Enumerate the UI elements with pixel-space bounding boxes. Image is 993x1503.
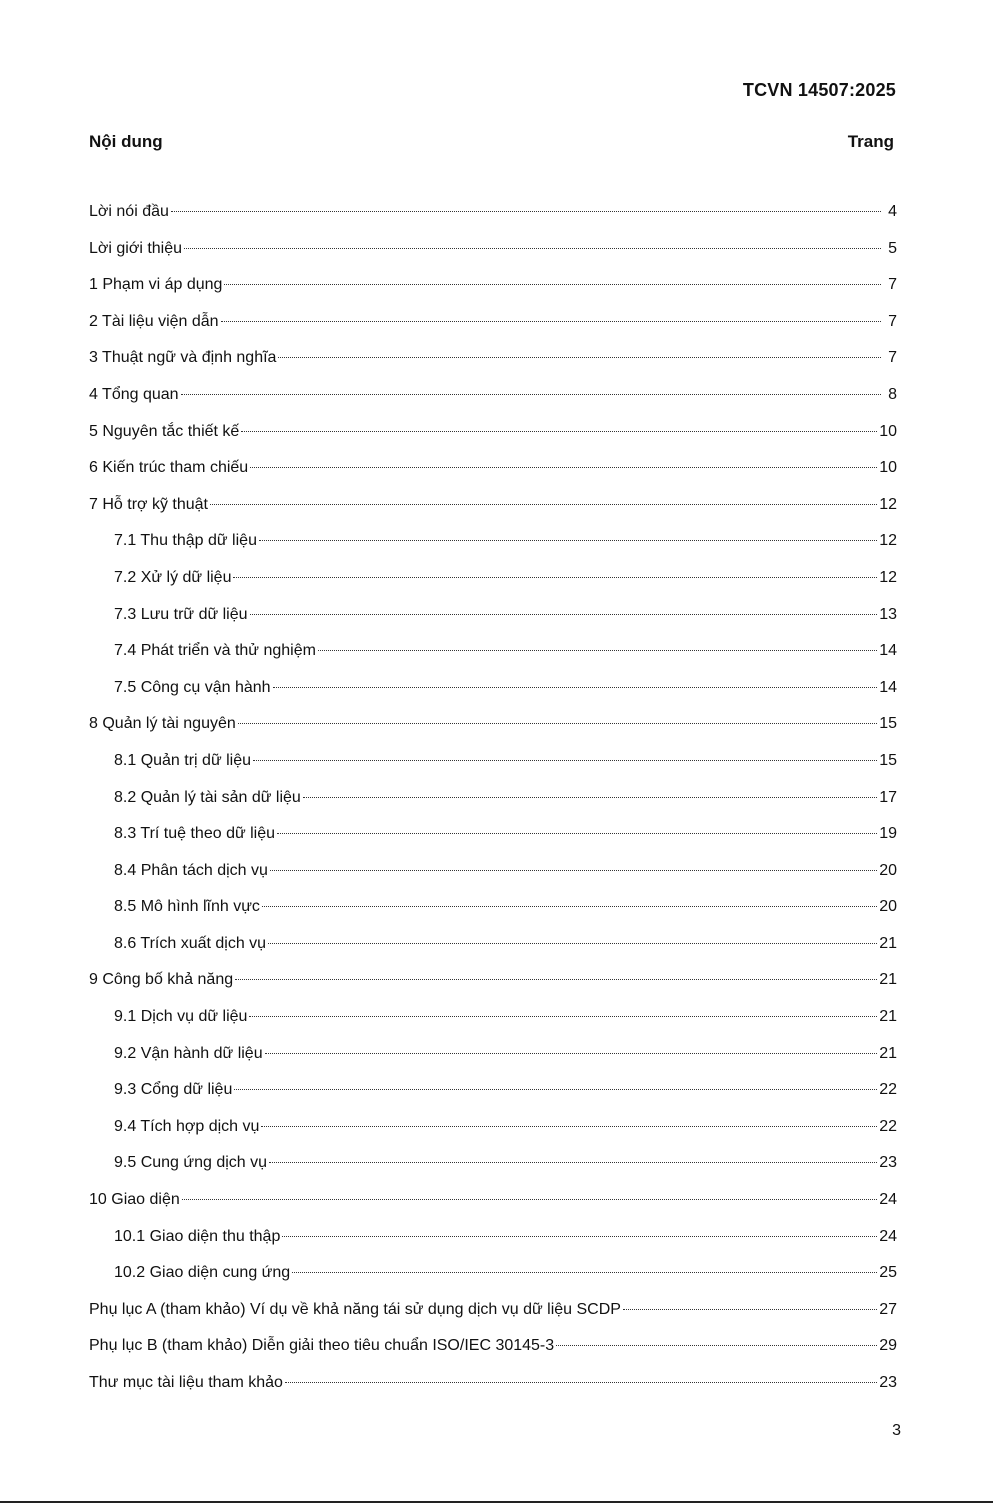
toc-entry-page: 10 (879, 422, 897, 440)
toc-entry (89, 565, 897, 602)
toc-entry-page: 22 (879, 1117, 897, 1135)
dot-leader (268, 943, 877, 944)
toc-entry (89, 711, 897, 748)
toc-entry (89, 1004, 897, 1041)
toc-entry-page: 21 (879, 971, 897, 989)
dot-leader (262, 906, 877, 907)
toc-entry (89, 492, 897, 529)
toc-entry-page: 5 (888, 239, 897, 257)
dot-leader (318, 650, 877, 651)
toc-entry-title: Phụ lục A (tham khảo) Ví dụ về khả năng tái sử dụng dịch vụ dữ liệu SCDP (89, 1300, 621, 1318)
page-column-heading: Trang (847, 132, 894, 151)
toc-entry-page: 19 (879, 825, 897, 843)
toc-entry-title: Phụ lục B (tham khảo) Diễn giải theo tiêu chuẩn ISO/IEC 30145-3 (89, 1337, 555, 1355)
toc-entry-title: 8.1 Quản trị dữ liệu (114, 751, 252, 769)
dot-leader (233, 577, 877, 578)
toc-entry-page: 20 (879, 898, 897, 916)
toc-entry-title: 9 Công bố khả năng (89, 971, 234, 989)
toc-entry-title: 9.4 Tích hợp dịch vụ (114, 1117, 260, 1135)
toc-entry-page: 23 (879, 1374, 897, 1391)
toc-entry-title: 1 Phạm vi áp dụng (89, 276, 223, 294)
toc-entry-page: 14 (879, 642, 897, 660)
toc-entry (89, 1150, 897, 1187)
toc-entry (89, 199, 897, 236)
toc-entry-title: 9.5 Cung ứng dịch vụ (114, 1154, 268, 1172)
dot-leader (556, 1345, 877, 1346)
toc-entry-title: 7.4 Phát triển và thử nghiệm (114, 642, 316, 660)
standard-code: TCVN 14507:2025 (742, 80, 896, 100)
toc-entry-title: 7.5 Công cụ vận hành (114, 678, 271, 696)
toc-entry-page: 12 (879, 532, 897, 550)
dot-leader (285, 1382, 877, 1383)
toc-entry (89, 345, 897, 382)
toc-entry (89, 748, 897, 785)
dot-leader (210, 504, 877, 505)
toc-entry-page: 24 (879, 1191, 897, 1209)
dot-leader (253, 760, 877, 761)
toc-entry-page: 17 (879, 788, 897, 806)
dot-leader (181, 394, 881, 395)
toc-entry-page: 7 (888, 312, 897, 330)
toc-entry-title: 9.1 Dịch vụ dữ liệu (114, 1008, 248, 1026)
toc-entry-title: 8.4 Phân tách dịch vụ (114, 861, 268, 879)
dot-leader (250, 467, 877, 468)
toc-entry (89, 1333, 897, 1370)
toc-entry-page: 27 (879, 1300, 897, 1318)
toc-entry-title: 10.2 Giao diện cung ứng (114, 1264, 291, 1282)
dot-leader (273, 687, 878, 688)
toc-entry (89, 455, 897, 492)
toc-entry-title: 8 Quản lý tài nguyên (89, 715, 236, 733)
toc-entry-title: Thư mục tài liệu tham khảo (89, 1374, 283, 1391)
toc-entry-page: 13 (879, 605, 897, 623)
dot-leader (265, 1053, 878, 1054)
dot-leader (292, 1272, 877, 1273)
dot-leader (282, 1236, 877, 1237)
toc-entry-title: 8.5 Mô hình lĩnh vực (114, 898, 260, 916)
toc-entry-title: Lời nói đầu (89, 203, 169, 220)
toc-entry-page: 22 (879, 1081, 897, 1099)
toc-entry-title: 7.1 Thu thập dữ liệu (114, 532, 257, 550)
toc-entry-page: 21 (879, 1008, 897, 1026)
dot-leader (303, 797, 877, 798)
toc-entry-page: 15 (879, 715, 897, 733)
toc-entry-title: 3 Thuật ngữ và định nghĩa (89, 349, 277, 367)
toc-entry-title: 9.3 Cổng dữ liệu (114, 1081, 233, 1099)
toc-entry-page: 29 (879, 1337, 897, 1355)
toc-entry-page: 21 (879, 1044, 897, 1062)
toc-entry (89, 419, 897, 456)
toc-entry (89, 272, 897, 309)
toc-entry-page: 24 (879, 1227, 897, 1245)
dot-leader (259, 540, 877, 541)
toc-entry-title: Lời giới thiệu (89, 239, 183, 257)
toc-entry (89, 1114, 897, 1151)
toc-entry (89, 528, 897, 565)
table-of-contents (89, 199, 897, 1407)
toc-entry-title: 7.3 Lưu trữ dữ liệu (114, 605, 248, 623)
toc-entry-page: 4 (888, 203, 897, 220)
toc-entry (89, 1077, 897, 1114)
toc-entry-page: 21 (879, 934, 897, 952)
toc-entry-title: 7 Hỗ trợ kỹ thuật (89, 495, 208, 513)
dot-leader (184, 248, 881, 249)
toc-entry-page: 12 (879, 568, 897, 586)
dot-leader (261, 1126, 877, 1127)
toc-entry-page: 12 (879, 495, 897, 513)
toc-entry (89, 821, 897, 858)
toc-entry-page: 7 (888, 276, 897, 294)
toc-entry (89, 236, 897, 273)
dot-leader (269, 1162, 877, 1163)
dot-leader (182, 1199, 877, 1200)
toc-entry-page: 25 (879, 1264, 897, 1282)
dot-leader (235, 979, 877, 980)
toc-entry (89, 1370, 897, 1407)
toc-entry-title: 8.6 Trích xuất dịch vụ (114, 934, 267, 952)
toc-entry (89, 858, 897, 895)
toc-entry-title: 7.2 Xử lý dữ liệu (114, 568, 232, 586)
toc-entry-title: 8.3 Trí tuệ theo dữ liệu (114, 825, 276, 843)
dot-leader (241, 431, 877, 432)
toc-entry (89, 638, 897, 675)
toc-entry-title: 8.2 Quản lý tài sản dữ liệu (114, 788, 301, 806)
toc-entry-page: 20 (879, 861, 897, 879)
dot-leader (250, 614, 878, 615)
toc-entry (89, 785, 897, 822)
contents-heading: Nội dung (89, 132, 163, 151)
toc-entry-title: 6 Kiến trúc tham chiếu (89, 459, 249, 477)
toc-entry-page: 23 (879, 1154, 897, 1172)
toc-entry-title: 2 Tài liệu viện dẫn (89, 312, 219, 330)
dot-leader (277, 833, 877, 834)
dot-leader (249, 1016, 877, 1017)
page-number: 3 (892, 1422, 901, 1439)
toc-entry-title: 9.2 Vận hành dữ liệu (114, 1044, 263, 1062)
toc-entry (89, 1260, 897, 1297)
toc-entry (89, 1297, 897, 1334)
dot-leader (623, 1309, 877, 1310)
dot-leader (234, 1089, 877, 1090)
toc-entry (89, 931, 897, 968)
toc-entry-title: 10.1 Giao diện thu thập (114, 1227, 281, 1245)
dot-leader (270, 870, 877, 871)
toc-entry-page: 7 (888, 349, 897, 367)
toc-entry (89, 1041, 897, 1078)
dot-leader (224, 284, 881, 285)
toc-entry (89, 602, 897, 639)
toc-entry-page: 14 (879, 678, 897, 696)
dot-leader (221, 321, 881, 322)
toc-entry-title: 4 Tổng quan (89, 385, 179, 403)
toc-entry-page: 10 (879, 459, 897, 477)
toc-entry (89, 309, 897, 346)
dot-leader (238, 723, 877, 724)
toc-entry-title: 10 Giao diện (89, 1191, 180, 1209)
toc-entry (89, 675, 897, 712)
toc-entry-page: 8 (888, 385, 897, 403)
toc-entry (89, 1187, 897, 1224)
toc-entry-page: 15 (879, 751, 897, 769)
toc-entry (89, 894, 897, 931)
toc-entry (89, 967, 897, 1004)
dot-leader (171, 211, 881, 212)
dot-leader (278, 357, 881, 358)
toc-entry (89, 1224, 897, 1261)
toc-entry (89, 382, 897, 419)
toc-entry-title: 5 Nguyên tắc thiết kế (89, 422, 240, 440)
